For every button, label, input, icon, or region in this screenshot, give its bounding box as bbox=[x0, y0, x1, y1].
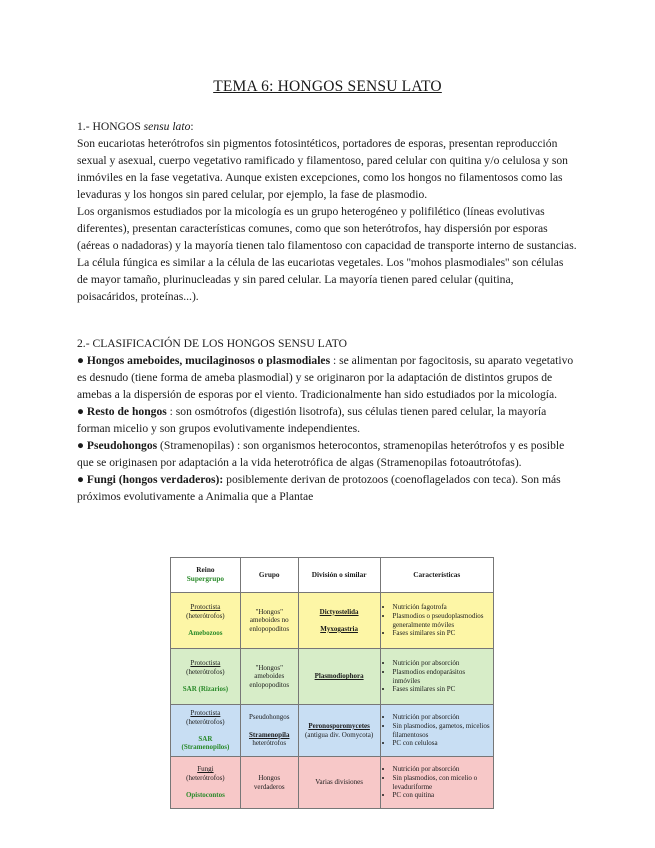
table-row bbox=[171, 705, 494, 757]
cell-reino bbox=[171, 593, 241, 649]
table-row bbox=[171, 649, 494, 705]
section-1-heading bbox=[77, 118, 577, 135]
bullet-text: : se alimentan por fagocitosis, su aparato vegetativo es desnudo (tiene forma de ameba plasmodial) y se originaron por la adaptación de distintos grupos de amebas a la dispersión de esporas por el viento. Tradicionalmente han sido estudiados por la micología. bbox=[77, 354, 574, 401]
list-item bbox=[77, 437, 577, 471]
page-title: TEMA 6: HONGOS SENSU LATO bbox=[213, 78, 442, 95]
reino-text: Protoctista bbox=[190, 603, 221, 612]
cell-division bbox=[298, 757, 380, 809]
list-item bbox=[77, 352, 577, 403]
bullet-text: (Stramenopilas) : son organismos heterocontos, stramenopilas heterótrofos y es posible que se originasen por adaptación a la vida heterotrófica de algas (Stramenopilas fotoautrótofas). bbox=[77, 439, 565, 469]
trait: • Fases similares sin PC bbox=[393, 685, 490, 694]
trait: • Plasmodios endoparásitos inmóviles bbox=[393, 668, 490, 685]
cell-caracteristicas bbox=[380, 757, 493, 809]
cell-division bbox=[298, 705, 380, 757]
trait: • Fases similares sin PC bbox=[393, 629, 490, 638]
classification-table bbox=[170, 557, 494, 809]
bullet-text: posiblemente derivan de protozoos (coenoflagelados con teca). Son más próximos evolutivamente a Animalia que a Plantae bbox=[77, 473, 561, 503]
paragraph: Son eucariotas heterótrofos sin pigmentos fotosintéticos, portadores de esporas, presentan reproducción sexual y asexual, cuerpo vegetativo ramificado y filamentoso, pared celular con quitina y/o celulosa y son inmóviles en la fase vegetativa. Aunque existen excepciones, como los hongos no filamentosos como las levaduras y los hongos sin pared celular, por ejemplo, la fase de plasmodio. bbox=[77, 137, 568, 201]
section-1 bbox=[77, 118, 577, 305]
reino-text: Fungi bbox=[197, 765, 214, 774]
bullet-term: ● Pseudohongos bbox=[77, 439, 158, 452]
cell-grupo: "Hongos" ameboides enlopopoditos bbox=[240, 649, 298, 705]
supergrupo-text: SAR (Rizarios) bbox=[182, 685, 229, 694]
division-text: Peronosporomycetes bbox=[308, 721, 370, 730]
table-row bbox=[171, 757, 494, 809]
division-text: Dictyostelida bbox=[319, 607, 359, 616]
cell-division bbox=[298, 593, 380, 649]
grupo-underline: Stramenopila bbox=[249, 730, 290, 739]
reino-sub: (heterótrofos) bbox=[186, 667, 225, 676]
supergrupo-text: Amebozoos bbox=[188, 629, 223, 638]
supergrupo-text: SAR (Stramenopilos) bbox=[181, 734, 230, 752]
cell-reino bbox=[171, 649, 241, 705]
trait: • Nutrición por absorción bbox=[393, 765, 490, 774]
trait: • PC con quitina bbox=[393, 791, 490, 800]
header-reino bbox=[171, 558, 241, 593]
cell-caracteristicas bbox=[380, 649, 493, 705]
heading-text: 1.- HONGOS bbox=[77, 120, 144, 133]
cell-reino bbox=[171, 705, 241, 757]
cell-caracteristicas bbox=[380, 593, 493, 649]
cell-division bbox=[298, 649, 380, 705]
division-text: Varias divisiones bbox=[315, 778, 363, 787]
paragraph: Los organismos estudiados por la micología es un grupo heterogéneo y polifilético (líneas evolutivas diferentes), presentan características comunes, como que son heterótrofos, hay dispersión por esporas (aéreas o nadadoras) y la mayoría tienen talo filamentoso con capacidad de transporte interno de sustancias. bbox=[77, 205, 577, 252]
trait: • Nutrición por absorción bbox=[393, 659, 490, 668]
cell-caracteristicas bbox=[380, 705, 493, 757]
list-item bbox=[77, 403, 577, 437]
division-sub: (antigua div. Oomycota) bbox=[305, 730, 374, 739]
cell-reino bbox=[171, 757, 241, 809]
division-text: Myxogastria bbox=[320, 624, 358, 633]
reino-sub: (heterótrofos) bbox=[186, 717, 225, 726]
reino-sub: (heterótrofos) bbox=[186, 773, 225, 782]
grupo-sub: heterótrofos bbox=[252, 739, 287, 748]
cell-grupo: "Hongos" ameboides no enlopopoditos bbox=[240, 593, 298, 649]
section-2 bbox=[77, 335, 577, 505]
division-text: Plasmodiophora bbox=[314, 672, 364, 681]
section-2-heading: 2.- CLASIFICACIÓN DE LOS HONGOS SENSU LATO bbox=[77, 337, 348, 350]
cell-grupo bbox=[240, 705, 298, 757]
heading-italic: sensu lato bbox=[143, 120, 191, 133]
bullet-term: ● Fungi (hongos verdaderos): bbox=[77, 473, 224, 486]
trait: • Nutrición por absorción bbox=[393, 713, 490, 722]
table-row bbox=[171, 593, 494, 649]
bullet-text: : son osmótrofos (digestión lisotrofa), sus células tienen pared celular, la mayoría forman micelio y son grupos evolutivamente independientes. bbox=[77, 405, 547, 435]
reino-text: Protoctista bbox=[190, 709, 221, 718]
header-division: División o similar bbox=[298, 558, 380, 593]
bullet-term: ● Hongos ameboides, mucilaginosos o plasmodiales bbox=[77, 354, 331, 367]
cell-grupo: Hongos verdaderos bbox=[240, 757, 298, 809]
table-header-row bbox=[171, 558, 494, 593]
header-reino-label: Reino bbox=[196, 565, 215, 575]
trait: • Sin plasmodios, con micelio o levaduriforme bbox=[393, 774, 490, 791]
trait: • Sin plasmodios, gametos, micelios filamentosos bbox=[393, 722, 490, 739]
header-supergrupo-label: Supergrupo bbox=[186, 574, 225, 583]
paragraph: La célula fúngica es similar a la célula de las eucariotas vegetales. Los ''mohos plasmodiales'' son células de mayor tamaño, plurinucleadas y sin pared celular. La mayoría tienen pared celular (quitina, poisacáridos, proteínas...). bbox=[77, 256, 564, 303]
grupo-text: Pseudohongos bbox=[249, 713, 290, 722]
trait: • Plasmodios o pseudoplasmodios generalmente móviles bbox=[393, 612, 490, 629]
trait: • PC con celulosa bbox=[393, 739, 490, 748]
heading-suffix: : bbox=[190, 120, 194, 133]
trait: • Nutrición fagotrofa bbox=[393, 603, 490, 612]
reino-sub: (heterótrofos) bbox=[186, 611, 225, 620]
header-caracteristicas: Características bbox=[380, 558, 493, 593]
list-item bbox=[77, 471, 577, 505]
header-grupo: Grupo bbox=[240, 558, 298, 593]
bullet-term: ● Resto de hongos bbox=[77, 405, 167, 418]
supergrupo-text: Opistocontos bbox=[185, 791, 225, 800]
reino-text: Protoctista bbox=[190, 659, 221, 668]
